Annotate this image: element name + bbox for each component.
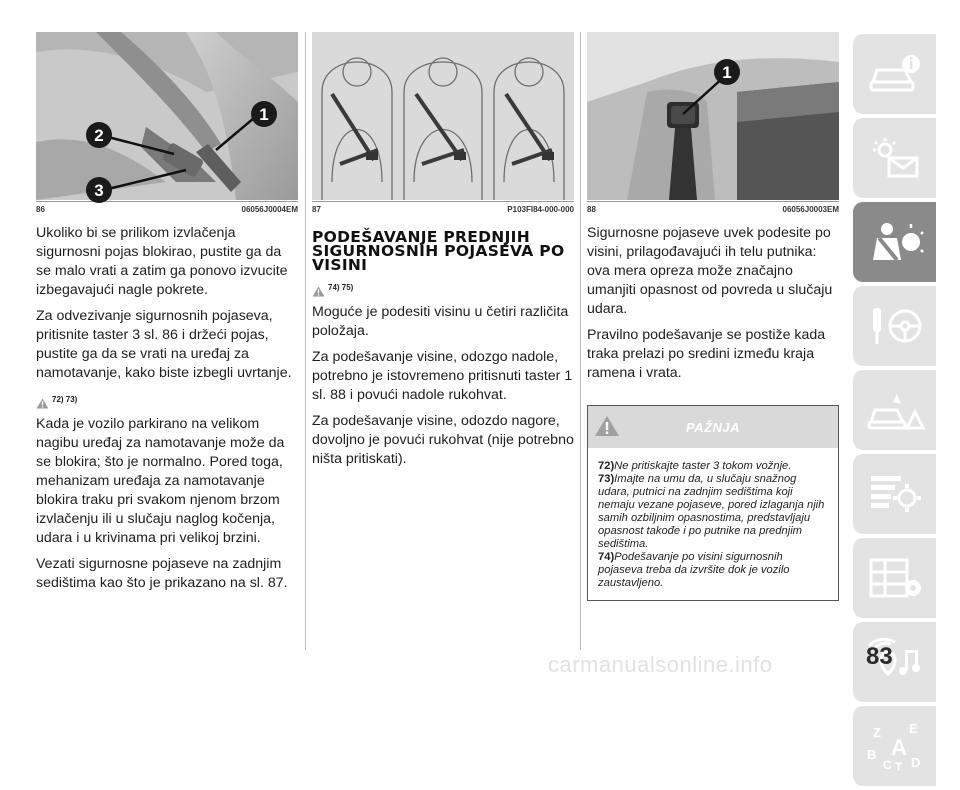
body-text bbox=[587, 224, 839, 383]
chapter-tabs bbox=[853, 34, 936, 790]
warning-refs[interactable]: 72) 73) bbox=[52, 395, 78, 404]
warning-item bbox=[598, 460, 830, 473]
figure-87 bbox=[312, 32, 574, 200]
warning-triangle-icon bbox=[36, 398, 49, 409]
rear-seats-illustration bbox=[312, 32, 574, 200]
key-steering-icon bbox=[867, 304, 923, 348]
callout-1: 1 bbox=[722, 63, 732, 82]
index-letter: D bbox=[910, 755, 920, 770]
warning-text: Ne pritiskajte taster 3 tokom vožnje. bbox=[614, 460, 792, 472]
paragraph: Vezati sigurnosne pojaseve na zadnjim sedištima kao što je prikazano na sl. 87. bbox=[36, 556, 288, 591]
reference-line bbox=[36, 390, 298, 409]
paragraph: Sigurnosne pojaseve uvek podesite po visini, prilagođavajući ih telu putnika: ova mera opreza može značajno umanjiti opasnost od povreda u slučaju udara. bbox=[587, 225, 833, 317]
dashboard-lights-icon bbox=[867, 136, 923, 180]
index-letter: B bbox=[866, 747, 876, 762]
tab-dashboard-lights[interactable] bbox=[853, 118, 936, 198]
warning-triangle-icon bbox=[312, 286, 325, 297]
callout-2: 2 bbox=[94, 126, 104, 145]
paragraph: Pravilno podešavanje se postiže kada traka prelazi po sredini između kraja ramena i vrata. bbox=[587, 327, 826, 381]
tab-car-info[interactable] bbox=[853, 34, 936, 114]
warning-refs[interactable]: 74) 75) bbox=[328, 283, 354, 292]
paragraph: Ukoliko bi se prilikom izvlačenja sigurnosni pojas blokirao, pustite ga da se malo vrati a zatim ga ponovo izvucite izbegavajući nagle pokrete. bbox=[36, 225, 288, 298]
figure-number: 88 bbox=[587, 205, 596, 214]
reference-line bbox=[312, 278, 574, 297]
tab-safety[interactable] bbox=[853, 202, 936, 282]
warning-item bbox=[598, 473, 830, 551]
specs-icon bbox=[867, 556, 923, 600]
warning-triangle-icon bbox=[594, 415, 620, 437]
warning-item bbox=[598, 551, 830, 590]
warning-ref: 72) bbox=[598, 460, 615, 472]
maintenance-icon bbox=[867, 472, 923, 516]
warning-box bbox=[587, 405, 839, 601]
tab-index[interactable] bbox=[853, 706, 936, 786]
tab-emergency[interactable] bbox=[853, 370, 936, 450]
watermark: carmanualsonline.info bbox=[548, 652, 773, 677]
figure-number: 87 bbox=[312, 205, 321, 214]
paragraph: Moguće je podesiti visinu u četiri različita položaja. bbox=[312, 304, 569, 339]
callout-3: 3 bbox=[94, 181, 104, 200]
paragraph: Kada je vozilo parkirano na velikom nagibu uređaj za namotavanje može da se blokira; što je normalno. Pored toga, mehanizam uređaja za namotavanje blokira traku pri svakom njenom brzom izvlačenju ili u slučaju naglog kočenja, udara i u krivinama pri velikoj brzini. bbox=[36, 416, 285, 546]
seatbelt-buckle-illustration bbox=[36, 32, 298, 200]
index-letter: T bbox=[894, 760, 902, 774]
column-2 bbox=[312, 32, 574, 476]
paragraph: Za podešavanje visine, odozdo nagore, dovoljno je povući rukohvat (nije potrebno ništa pritiskati). bbox=[312, 413, 574, 467]
emergency-icon bbox=[867, 388, 923, 432]
figure-number: 86 bbox=[36, 205, 45, 214]
b-pillar-belt-illustration bbox=[587, 32, 839, 200]
body-text bbox=[312, 278, 574, 469]
figure-caption bbox=[312, 201, 574, 214]
figure-caption bbox=[36, 201, 298, 214]
tab-maintenance[interactable] bbox=[853, 454, 936, 534]
figure-caption bbox=[587, 201, 839, 214]
car-info-icon bbox=[867, 52, 923, 96]
warning-title: PAŽNJA bbox=[685, 419, 741, 435]
warning-ref: 74) bbox=[598, 551, 615, 563]
figure-86 bbox=[36, 32, 298, 200]
page-number: 83 bbox=[866, 643, 893, 670]
warning-ref: 73) bbox=[598, 473, 615, 485]
tab-technical-data[interactable] bbox=[853, 538, 936, 618]
warning-body bbox=[588, 448, 838, 600]
body-text bbox=[36, 224, 298, 593]
warning-text: Podešavanje po visini sigurnosnih pojaseva treba da izvršite dok je vozilo zaustavljeno. bbox=[598, 551, 790, 589]
index-letter: A bbox=[890, 735, 907, 760]
figure-code: 06056J0003EM bbox=[782, 205, 839, 214]
paragraph: Za podešavanje visine, odozgo nadole, potrebno je istovremeno pritisnuti taster 1 sl. 88 i povući nadole rukohvat. bbox=[312, 349, 573, 403]
column-1 bbox=[36, 32, 298, 600]
paragraph: Za odvezivanje sigurnosnih pojaseva, pritisnite taster 3 sl. 86 i držeći pojas, pustite ga da se vrati na uređaj za namotavanje, kako biste izbegli uvrtanje. bbox=[36, 308, 292, 381]
index-icon bbox=[865, 721, 925, 774]
warning-header bbox=[588, 406, 838, 448]
index-letter: Z bbox=[872, 725, 881, 740]
warning-text: Imajte na umu da, u slučaju snažnog udara, putnici na zadnjim sedištima koji nemaju vezane pojaseve, pored izlaganja njih samih ozbiljnim opasnostima, predstavljaju opasnost takođe i po putnike na prednjim sedištima. bbox=[598, 473, 825, 550]
index-letter: E bbox=[908, 721, 918, 736]
tab-starting-driving[interactable] bbox=[853, 286, 936, 366]
section-heading: PODEŠAVANJE PREDNJIH SIGURNOSNIH POJASEVA PO VISINI bbox=[312, 228, 565, 274]
callout-1: 1 bbox=[259, 105, 269, 124]
figure-code: 06056J0004EM bbox=[241, 205, 298, 214]
column-3 bbox=[587, 32, 839, 601]
figure-code: P103FI84-000-000 bbox=[507, 205, 574, 214]
index-letter: C bbox=[882, 758, 892, 772]
seatbelt-airbag-icon bbox=[867, 220, 923, 264]
figure-88 bbox=[587, 32, 839, 200]
